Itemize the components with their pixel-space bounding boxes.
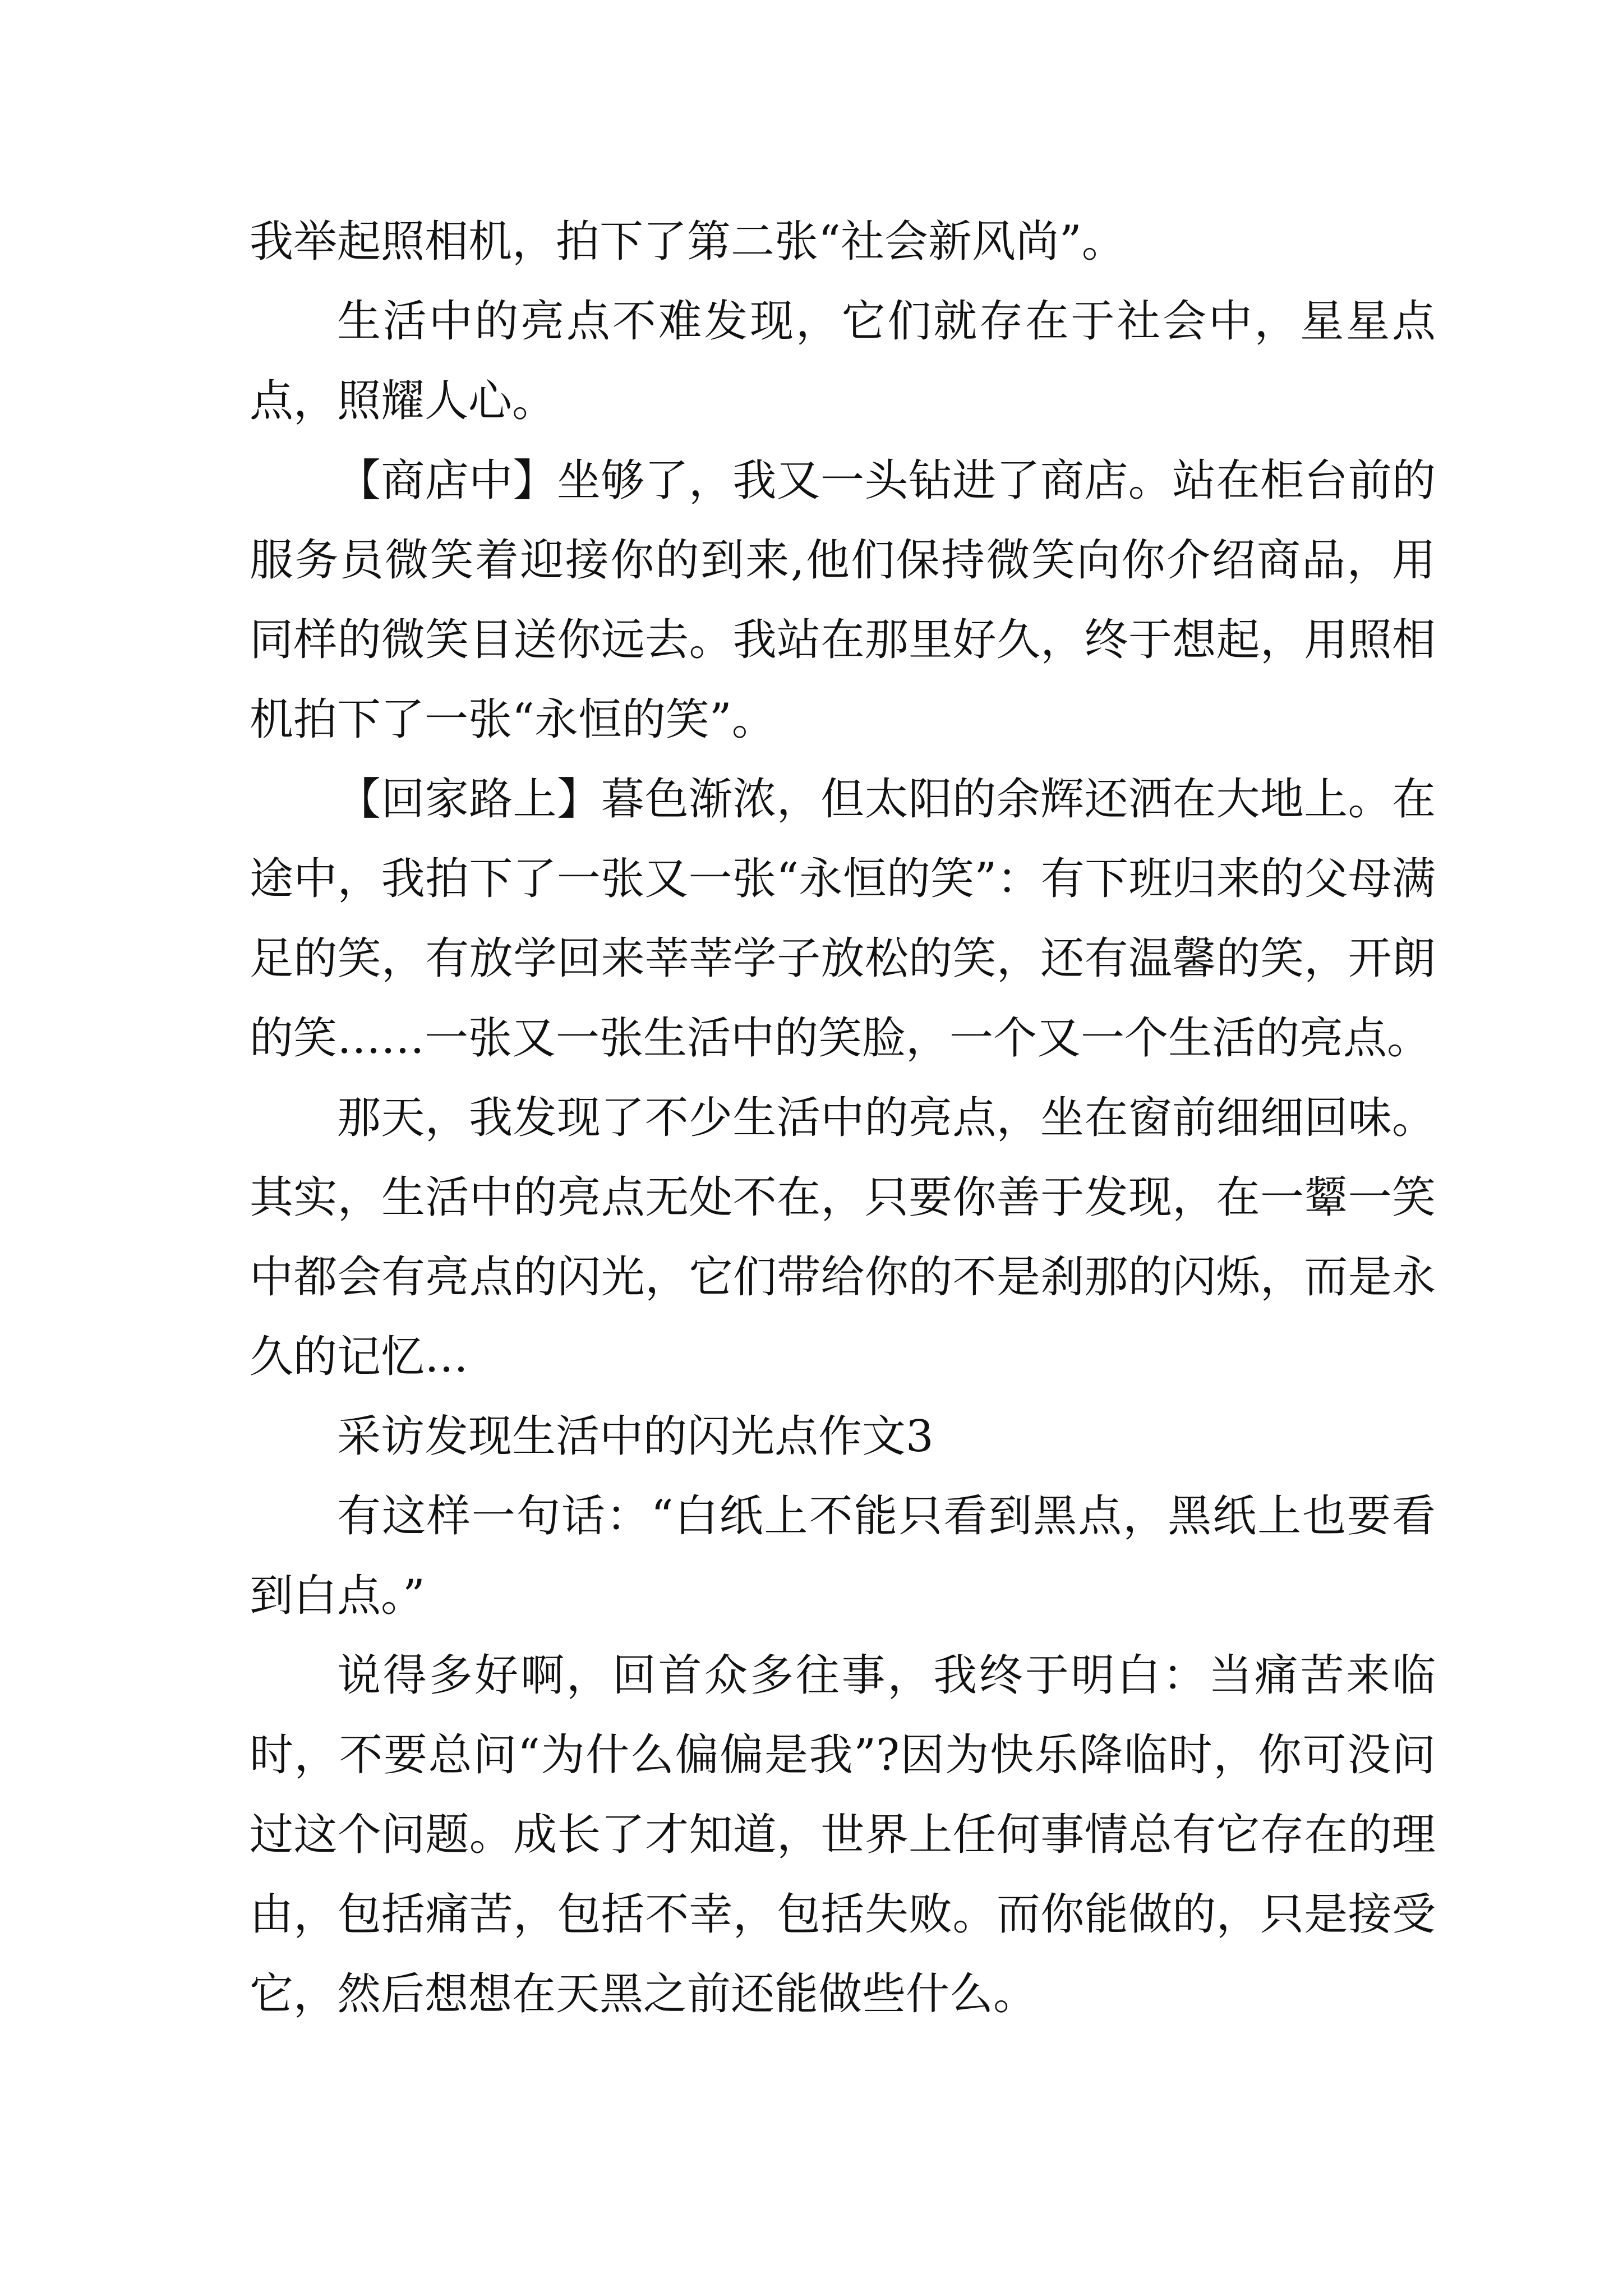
document-body — [250, 202, 1436, 2034]
essay-title-3: 采访发现生活中的闪光点作文3 — [337, 1411, 934, 1462]
paragraph-in-the-store: 【商店中】坐够了，我又一头钻进了商店。站在柜台前的服务员微笑着迎接你的到来,他们保持微笑向你介绍商品，用同样的微笑目送你远去。我站在那里好久，终于想起，用照相机拍下了一张“永恒的笑”。 — [250, 455, 1436, 745]
paragraph-highlights-in-society: 生活中的亮点不难发现，它们就存在于社会中，星星点点，照耀人心。 — [250, 296, 1436, 426]
paragraph-that-day: 那天，我发现了不少生活中的亮点，坐在窗前细细回味。其实，生活中的亮点无处不在，只要你善于发现，在一颦一笑中都会有亮点的闪光，它们带给你的不是刹那的闪烁，而是永久的记忆… — [250, 1093, 1436, 1382]
paragraph-camera-second-photo: 我举起照相机，拍下了第二张“社会新风尚”。 — [250, 217, 1126, 267]
paragraph-on-the-way-home: 【回家路上】暮色渐浓，但太阳的余辉还洒在大地上。在途中，我拍下了一张又一张“永恒的笑”：有下班归来的父母满足的笑，有放学回来莘莘学子放松的笑，还有温馨的笑，开朗的笑……一张又一张生活中的笑脸，一个又一个生活的亮点。 — [250, 774, 1436, 1064]
paragraph-looking-back: 说得多好啊，回首众多往事，我终于明白：当痛苦来临时，不要总问“为什么偏偏是我”?因为快乐降临时，你可没问过这个问题。成长了才知道，世界上任何事情总有它存在的理由，包括痛苦，包括不幸，包括失败。而你能做的，只是接受它，然后想想在天黑之前还能做些什么。 — [250, 1650, 1436, 2019]
paragraph-quote-white-paper: 有这样一句话：“白纸上不能只看到黑点，黑纸上也要看到白点。” — [250, 1491, 1436, 1621]
